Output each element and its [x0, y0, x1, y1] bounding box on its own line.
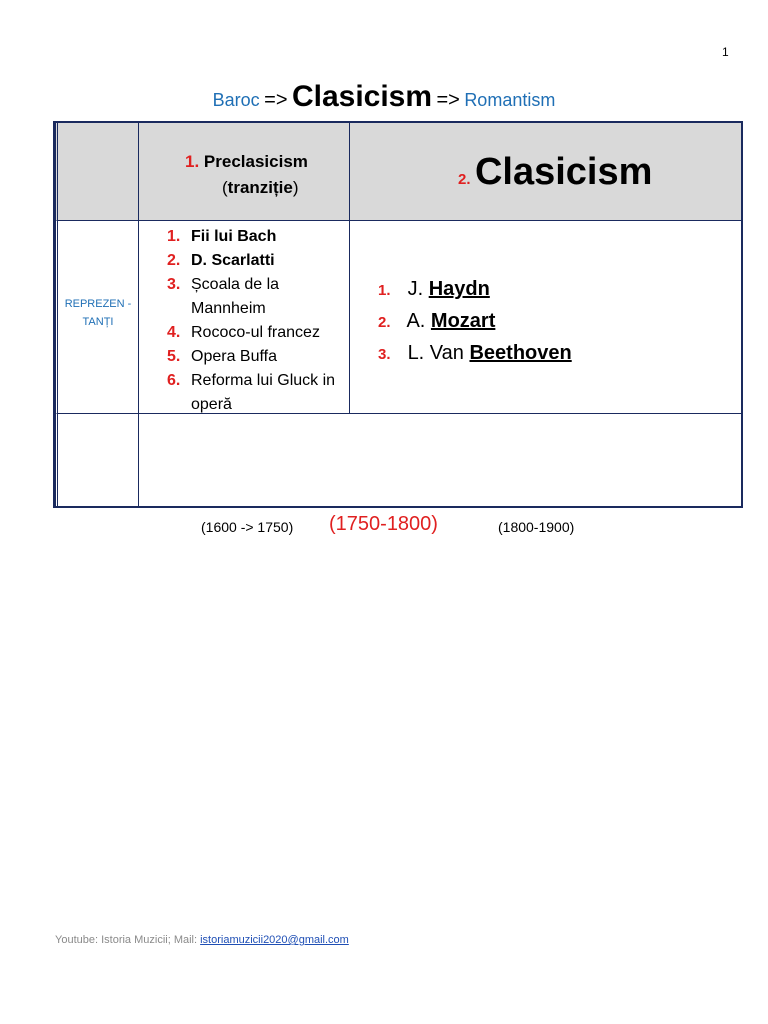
subtitle-open-paren: ( — [222, 178, 228, 197]
composer-surname: Beethoven — [469, 342, 572, 364]
footer-text: Youtube: Istoria Muzicii; Mail: — [55, 934, 201, 946]
clasicism-number: 2. — [458, 171, 471, 188]
header-empty-cell — [55, 123, 139, 221]
row-label-cell — [55, 221, 139, 414]
header-preclasicism-cell — [139, 123, 350, 221]
list-item: 2. D. Scarlatti — [167, 252, 275, 269]
composer-list — [378, 274, 572, 370]
preclasicism-title: Preclasicism — [203, 152, 308, 171]
composer-surname: Haydn — [428, 278, 490, 300]
title-clasicism: Clasicism — [291, 80, 433, 113]
page-number: 1 — [722, 45, 729, 59]
title-romantism: Romantism — [464, 90, 556, 110]
list-item: 4. Rococo-ul francez — [167, 324, 320, 341]
empty-cell — [55, 414, 139, 506]
row-label-representatives: REPREZEN - TANȚI — [64, 298, 132, 328]
periods-table — [53, 121, 743, 508]
page-title — [0, 80, 768, 114]
clasicism-representatives-cell — [350, 221, 741, 414]
title-arrow-1: => — [264, 89, 288, 111]
list-item: 6. Reforma lui Gluck in operă — [167, 372, 336, 413]
list-item: 3. L. Van Beethoven — [378, 342, 572, 364]
preclasicism-list — [167, 225, 349, 417]
header-clasicism-cell — [350, 123, 741, 221]
preclasicism-heading — [185, 149, 308, 201]
list-item: 1. Fii lui Bach — [167, 228, 277, 245]
clasicism-years: (1750-1800) — [329, 513, 438, 535]
title-arrow-2: => — [436, 89, 460, 111]
list-item: 2. A. Mozart — [378, 310, 496, 332]
composer-initial: L. Van — [407, 342, 464, 364]
composer-initial: A. — [406, 310, 426, 332]
preclasicism-representatives-cell — [139, 221, 350, 414]
composer-surname: Mozart — [430, 310, 496, 332]
clasicism-title: Clasicism — [474, 151, 653, 193]
preclasicism-subtitle: tranziție — [227, 178, 293, 197]
romantism-years: (1800-1900) — [498, 519, 575, 535]
list-item: 1. J. Haydn — [378, 278, 490, 300]
baroc-years: (1600 -> 1750) — [201, 519, 294, 535]
title-baroc: Baroc — [212, 90, 260, 110]
composer-initial: J. — [407, 278, 424, 300]
empty-wide-cell — [139, 414, 741, 506]
subtitle-close-paren: ) — [292, 178, 299, 197]
preclasicism-number: 1. — [185, 152, 200, 171]
list-item: 3. Școala de la Mannheim — [167, 276, 280, 317]
period-years — [0, 513, 768, 541]
list-item: 5. Opera Buffa — [167, 348, 277, 365]
footer-email-link[interactable]: istoriamuzicii2020@gmail.com — [200, 934, 349, 946]
footer — [55, 934, 349, 946]
clasicism-heading — [458, 151, 652, 194]
